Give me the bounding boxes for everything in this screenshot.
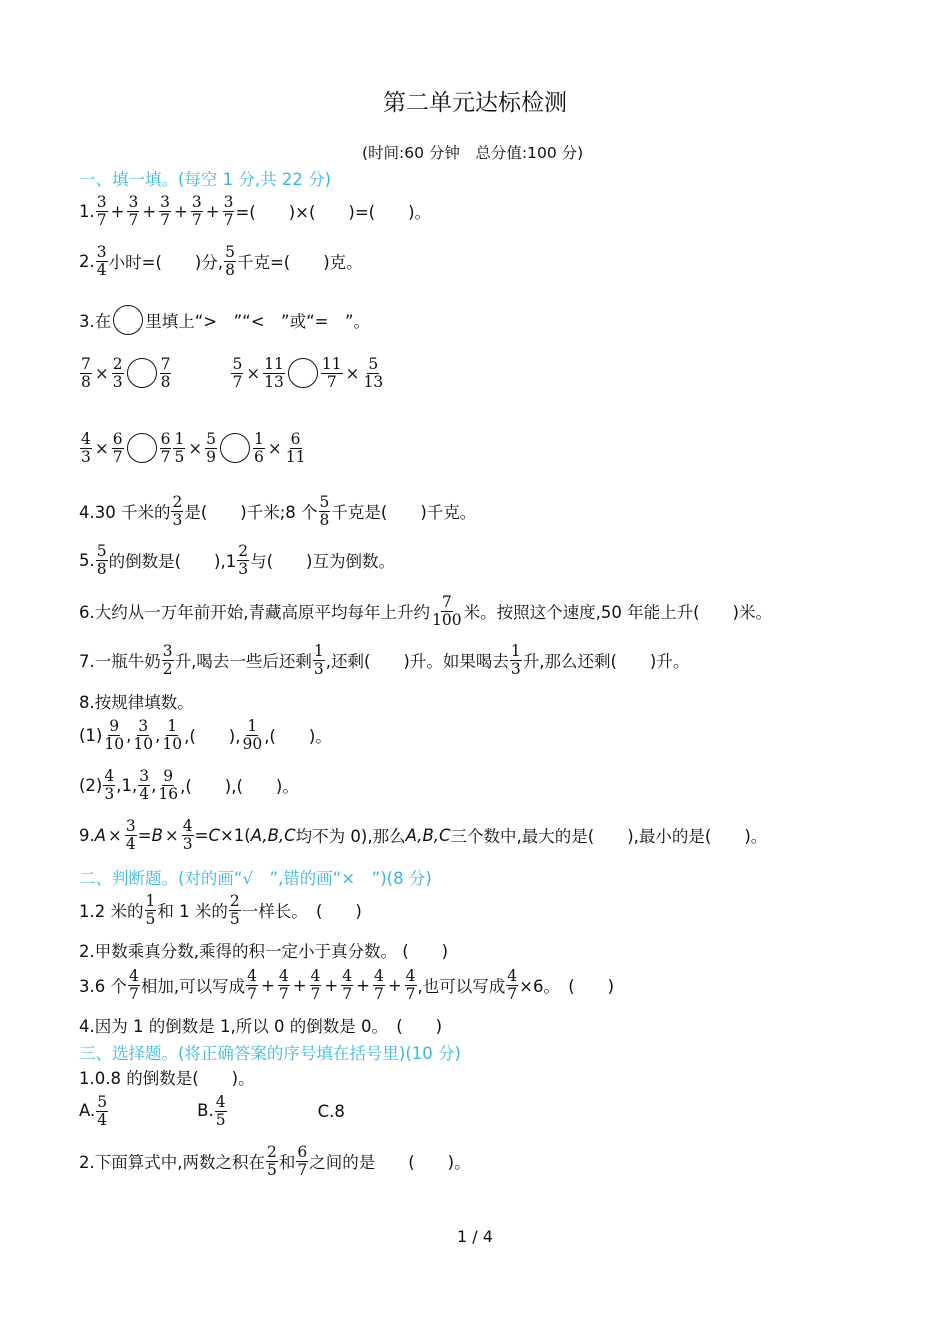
- text: 米。按照这个速度,50 年能上升( )米。: [463, 603, 772, 622]
- text: ,也可以写成: [417, 977, 506, 996]
- question-1-4: [79, 494, 476, 528]
- numerator: 5: [319, 492, 330, 511]
- fraction: [278, 968, 290, 1003]
- numerator: 7: [81, 354, 91, 373]
- page-title: 第二单元达标检测: [383, 90, 567, 116]
- fraction: [237, 543, 249, 578]
- question-1-8: [79, 684, 194, 718]
- denominator: 3: [182, 834, 193, 853]
- text: 升,喝去一些后还剩: [174, 652, 312, 671]
- numerator: 3: [96, 242, 107, 261]
- text: =: [137, 825, 152, 845]
- compare-row-1: [79, 356, 385, 390]
- text: 6.大约从一万年前开始,青藏高原平均每年上升约: [79, 603, 430, 622]
- text: 和: [278, 1153, 296, 1172]
- numerator: 6: [290, 429, 301, 448]
- fraction: [223, 194, 235, 229]
- compare-row-2: [79, 431, 307, 465]
- text: 5.: [79, 550, 95, 570]
- question-2-4: [79, 1008, 442, 1042]
- text: 三个数中,最大的是( ),最小的是( )。: [450, 827, 768, 846]
- compare-circle[interactable]: [220, 433, 250, 463]
- text: +: [356, 975, 370, 995]
- fraction: [313, 643, 325, 678]
- text: +: [205, 201, 220, 221]
- denominator: 7: [223, 210, 234, 229]
- numerator: 3: [125, 816, 136, 835]
- fraction: [405, 968, 417, 1003]
- denominator: 3: [238, 559, 249, 578]
- numerator: 3: [162, 641, 173, 660]
- numerator: 2: [112, 354, 123, 373]
- text: +: [387, 975, 402, 995]
- text: ,1,: [116, 775, 138, 795]
- text: 相加,可以写成: [140, 977, 246, 996]
- compare-circle[interactable]: [127, 358, 157, 388]
- fraction: [310, 968, 322, 1003]
- numerator: 7: [160, 354, 171, 373]
- section-3-heading: 三、选择题。(将正确答案的序号填在括号里)(10 分): [79, 1044, 461, 1063]
- denominator: 5: [145, 909, 156, 928]
- fraction: [80, 356, 92, 391]
- text: 4.30 千米的: [79, 503, 171, 522]
- denominator: 7: [112, 447, 123, 466]
- text: 2.甲数乘真分数,乘得的积一定小于真分数。 ( ): [79, 942, 449, 961]
- text: 均不为 0),那么: [295, 827, 406, 846]
- text: ,( ),( )。: [180, 777, 299, 796]
- text: 千克=( )克。: [236, 253, 363, 272]
- numerator: 1: [313, 641, 324, 660]
- denominator: 7: [128, 210, 139, 229]
- denominator: 13: [363, 372, 384, 391]
- denominator: 7: [160, 447, 171, 466]
- question-2-3: [79, 968, 614, 1002]
- question-3-2: [79, 1144, 471, 1178]
- numerator: 5: [232, 354, 243, 373]
- fraction: [132, 718, 154, 753]
- fraction: [510, 643, 522, 678]
- denominator: 90: [242, 734, 263, 753]
- fraction: [373, 968, 385, 1003]
- text: 升,那么还剩( )升。: [522, 652, 690, 671]
- text: B: [151, 825, 163, 845]
- text: A.: [79, 1100, 96, 1120]
- text: +: [142, 201, 157, 221]
- text: ×: [246, 363, 261, 383]
- text: 8.按规律填数。: [79, 693, 194, 712]
- text: 小时=( )分,: [108, 253, 224, 272]
- denominator: 7: [232, 372, 243, 391]
- numerator: 4: [405, 966, 416, 985]
- text: 3.6 个: [79, 977, 127, 996]
- fraction: [125, 818, 137, 853]
- fraction: [160, 356, 172, 391]
- numerator: 3: [160, 192, 171, 211]
- denominator: 7: [507, 984, 518, 1003]
- fraction: [112, 431, 124, 466]
- section-2-heading: 二、判断题。(对的画“√ ”,错的画“× ”)(8 分): [79, 869, 432, 888]
- option-a[interactable]: [79, 1094, 109, 1129]
- fraction: [112, 356, 124, 391]
- text: 3.在: [79, 312, 112, 331]
- fraction: [321, 356, 343, 391]
- fraction: [96, 244, 108, 279]
- numerator: 1: [247, 716, 258, 735]
- fraction: [285, 431, 307, 466]
- text: A: [94, 825, 107, 845]
- fraction: [506, 968, 518, 1003]
- numerator: 7: [441, 592, 452, 611]
- compare-circle[interactable]: [127, 433, 157, 463]
- fraction: [96, 543, 108, 578]
- text: +: [292, 975, 307, 995]
- denominator: 8: [81, 372, 91, 391]
- text: 一样长。 ( ): [241, 902, 362, 921]
- numerator: 4: [310, 966, 321, 985]
- text: +: [174, 201, 188, 221]
- fraction: [171, 494, 183, 529]
- numerator: 1: [167, 716, 178, 735]
- question-1-3: [79, 303, 370, 337]
- text: 是( )千米;8 个: [184, 503, 318, 522]
- text: ×: [108, 825, 122, 845]
- text: ×6。 ( ): [519, 977, 615, 996]
- numerator: 2: [238, 541, 249, 560]
- fraction: [431, 594, 463, 629]
- denominator: 7: [129, 984, 139, 1003]
- option-b[interactable]: [197, 1094, 227, 1129]
- text: A,B,C: [405, 825, 451, 845]
- fraction: [103, 718, 125, 753]
- fraction: [182, 818, 194, 853]
- fraction: [229, 893, 241, 928]
- fraction: [145, 893, 157, 928]
- numerator: 5: [368, 354, 379, 373]
- text: 1.0.8 的倒数是( )。: [79, 1069, 255, 1088]
- fraction: [128, 968, 140, 1003]
- fraction: [319, 494, 331, 529]
- denominator: 11: [285, 447, 306, 466]
- numerator: 4: [129, 966, 139, 985]
- numerator: 5: [97, 1092, 108, 1111]
- text: ×: [345, 363, 360, 383]
- denominator: 10: [162, 734, 183, 753]
- fraction: [162, 643, 174, 678]
- question-1-8-part-2: (2) $\frac{4}{3}$ ,1, $\frac{3}{4}$ , $\frac{9}{16}$ ,( ),( )。: [79, 766, 299, 803]
- fraction: [341, 968, 353, 1003]
- numerator: 1: [174, 429, 185, 448]
- fraction: [215, 1094, 227, 1129]
- question-1-7: [79, 643, 689, 677]
- text: (1): [79, 725, 103, 745]
- numerator: 3: [223, 192, 234, 211]
- denominator: 3: [104, 784, 115, 803]
- denominator: 3: [313, 659, 324, 678]
- text: ×: [188, 438, 203, 458]
- text: A,B,C: [250, 825, 296, 845]
- text: 的倒数是( ),1: [108, 552, 237, 571]
- numerator: 4: [81, 429, 91, 448]
- fraction: [96, 1094, 108, 1129]
- fraction: [127, 194, 139, 229]
- denominator: 5: [215, 1110, 226, 1129]
- question-2-2: [79, 933, 448, 967]
- text: ×: [164, 825, 179, 845]
- numerator: 6: [160, 429, 171, 448]
- numerator: 5: [96, 541, 107, 560]
- compare-circle: [113, 305, 143, 335]
- denominator: 7: [373, 984, 384, 1003]
- numerator: 4: [247, 966, 257, 985]
- question-1-1: [79, 194, 431, 228]
- text: =: [194, 825, 209, 845]
- numerator: 4: [215, 1092, 226, 1111]
- text: B.: [197, 1100, 214, 1120]
- denominator: 7: [326, 372, 337, 391]
- denominator: 16: [158, 784, 179, 803]
- numerator: 6: [297, 1142, 308, 1161]
- numerator: 4: [182, 816, 193, 835]
- compare-circle[interactable]: [288, 358, 318, 388]
- option-c[interactable]: C.8: [317, 1101, 345, 1121]
- text: ×: [94, 363, 109, 383]
- text: C: [208, 825, 220, 845]
- exam-info: (时间:60 分钟 总分值:100 分): [362, 144, 584, 162]
- numerator: 5: [206, 429, 217, 448]
- text: ,( )。: [264, 727, 332, 746]
- denominator: 7: [342, 984, 353, 1003]
- denominator: 7: [278, 984, 289, 1003]
- text: ×: [267, 438, 282, 458]
- numerator: 3: [191, 192, 202, 211]
- denominator: 8: [160, 372, 171, 391]
- denominator: 7: [191, 210, 202, 229]
- fraction: [160, 431, 172, 466]
- fraction: [266, 1144, 278, 1179]
- denominator: 5: [267, 1160, 277, 1179]
- question-2-1: [79, 893, 362, 927]
- text: ,还剩( )升。如果喝去: [325, 652, 509, 671]
- text: +: [324, 975, 339, 995]
- numerator: 4: [342, 966, 353, 985]
- text: 之间的是 ( )。: [309, 1153, 471, 1172]
- numerator: 1: [254, 429, 264, 448]
- text: 1.2 米的: [79, 902, 144, 921]
- numerator: 5: [225, 242, 235, 261]
- denominator: 7: [310, 984, 321, 1003]
- denominator: 7: [405, 984, 416, 1003]
- fraction: [159, 194, 171, 229]
- denominator: 7: [96, 210, 107, 229]
- fraction: [241, 718, 263, 753]
- text: 里填上“> ”“< ”或“= ”。: [145, 312, 371, 331]
- denominator: 4: [125, 834, 136, 853]
- fraction: [157, 768, 179, 803]
- fraction: [103, 768, 115, 803]
- denominator: 13: [264, 372, 284, 391]
- denominator: 100: [432, 610, 462, 629]
- denominator: 3: [510, 659, 521, 678]
- fraction: [96, 194, 108, 229]
- fraction: [253, 431, 265, 466]
- text: 千克是( )千克。: [331, 503, 477, 522]
- text: ,( ),: [184, 727, 241, 746]
- numerator: 2: [172, 492, 183, 511]
- denominator: 7: [247, 984, 257, 1003]
- denominator: 8: [225, 260, 235, 279]
- question-number: 1.: [79, 201, 95, 221]
- fraction: [231, 356, 243, 391]
- numerator: 4: [507, 966, 518, 985]
- denominator: 10: [133, 734, 154, 753]
- denominator: 5: [229, 909, 240, 928]
- text: +: [261, 975, 275, 995]
- fraction: [362, 356, 384, 391]
- numerator: 1: [145, 891, 156, 910]
- numerator: 4: [104, 766, 115, 785]
- denominator: 2: [162, 659, 173, 678]
- numerator: 3: [96, 192, 107, 211]
- text: 2.下面算式中,两数之积在: [79, 1153, 265, 1172]
- question-1-6: [79, 594, 772, 628]
- fraction: [138, 768, 150, 803]
- numerator: 11: [321, 354, 342, 373]
- text: 4.因为 1 的倒数是 1,所以 0 的倒数是 0。 ( ): [79, 1017, 443, 1036]
- denominator: 3: [172, 510, 183, 529]
- numerator: 4: [278, 966, 289, 985]
- fraction: [80, 431, 92, 466]
- section-1-heading: 一、填一填。(每空 1 分,共 22 分): [79, 170, 332, 189]
- fraction: [191, 194, 203, 229]
- question-3-1-options: [79, 1094, 345, 1128]
- question-1-5: [79, 543, 395, 577]
- text: (2): [79, 775, 103, 795]
- fraction: [246, 968, 258, 1003]
- text: ×1(: [219, 825, 251, 845]
- denominator: 7: [160, 210, 171, 229]
- denominator: 5: [174, 447, 185, 466]
- text: 9.: [79, 825, 95, 845]
- question-1-2: [79, 244, 363, 278]
- text: ×: [94, 438, 109, 458]
- question-1-9: [79, 818, 767, 852]
- numerator: 1: [510, 641, 521, 660]
- text: +: [110, 201, 125, 221]
- fraction: [296, 1144, 308, 1179]
- answer-blanks: =( )×( )=( )。: [235, 203, 432, 222]
- denominator: 8: [319, 510, 330, 529]
- denominator: 4: [97, 1110, 108, 1129]
- fraction: [263, 356, 285, 391]
- denominator: 3: [81, 447, 91, 466]
- denominator: 6: [254, 447, 264, 466]
- fraction: [161, 718, 183, 753]
- page-number: 1 / 4: [457, 1227, 493, 1246]
- fraction: [205, 431, 217, 466]
- denominator: 9: [206, 447, 217, 466]
- fraction: [173, 431, 185, 466]
- denominator: 10: [104, 734, 125, 753]
- text: 和 1 米的: [157, 902, 228, 921]
- text: 7.一瓶牛奶: [79, 652, 161, 671]
- numerator: 4: [373, 966, 384, 985]
- denominator: 4: [139, 784, 150, 803]
- question-3-1: [79, 1060, 255, 1094]
- denominator: 4: [96, 260, 107, 279]
- text: 2.: [79, 251, 95, 271]
- numerator: 2: [229, 891, 240, 910]
- denominator: 8: [96, 559, 107, 578]
- numerator: 11: [264, 354, 284, 373]
- numerator: 3: [138, 716, 149, 735]
- numerator: 6: [112, 429, 123, 448]
- numerator: 9: [163, 766, 174, 785]
- numerator: 3: [139, 766, 150, 785]
- numerator: 2: [267, 1142, 277, 1161]
- numerator: 3: [128, 192, 139, 211]
- numerator: 9: [109, 716, 120, 735]
- denominator: 3: [112, 372, 123, 391]
- text: 与( )互为倒数。: [250, 552, 395, 571]
- question-1-8-part-1: (1) $\frac{9}{10}$ , $\frac{3}{10}$ , $\frac{1}{10}$ ,( ), $\frac{1}{90}$ ,( )。: [79, 716, 332, 753]
- denominator: 7: [297, 1160, 308, 1179]
- fraction: [224, 244, 236, 279]
